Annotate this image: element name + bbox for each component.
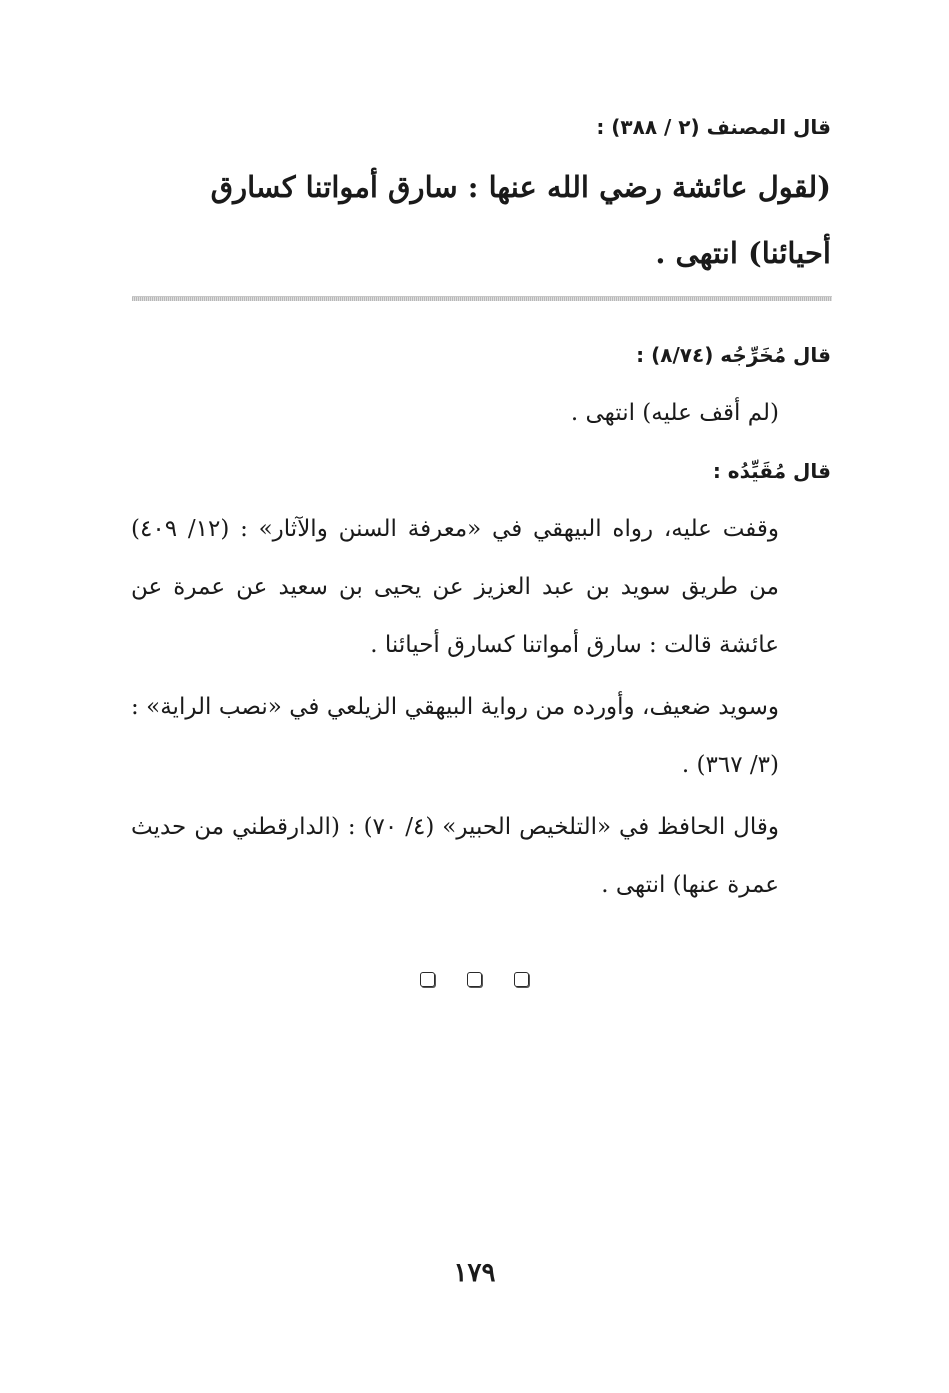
takhrij-quote: [131, 384, 831, 442]
author-quote: [131, 154, 831, 286]
author-quote-line-1: (لقول عائشة رضي الله عنها : سارق أمواتنا كسارق: [210, 170, 831, 204]
page-number: ١٧٩: [453, 1258, 496, 1288]
square-ornament-icon: [420, 972, 435, 987]
section-divider: [132, 296, 832, 301]
commentary-body: [131, 500, 831, 914]
takhrij-heading: قال مُخَرِّجُه (٨/٧٤) :: [636, 343, 831, 367]
author-heading: قال المصنف (٢ / ٣٨٨) :: [596, 115, 831, 139]
section-end-ornaments: [0, 972, 949, 987]
commentary-paragraph-2: وسويد ضعيف، وأورده من رواية البيهقي الزيلعي في «نصب الراية» : (٣/ ٣٦٧) .: [131, 694, 779, 778]
commentary-paragraph-1: وقفت عليه، رواه البيهقي في «معرفة السنن والآثار» : (١٢/ ٤٠٩) من طريق سويد بن عبد العزيز عن يحيى بن سعيد عن عمرة عن عائشة قالت : سارق أمواتنا كسارق أحيائنا .: [131, 516, 780, 658]
takhrij-quote-text: (لم أقف عليه) انتهى .: [570, 400, 779, 426]
commentator-heading: قال مُقَيِّدُه :: [712, 459, 831, 483]
square-ornament-icon: [514, 972, 529, 987]
commentary-paragraph-3: وقال الحافظ في «التلخيص الحبير» (٤/ ٧٠) : (الدارقطني من حديث عمرة عنها) انتهى .: [131, 814, 779, 898]
square-ornament-icon: [467, 972, 482, 987]
author-quote-line-2: أحيائنا) انتهى .: [655, 236, 831, 270]
